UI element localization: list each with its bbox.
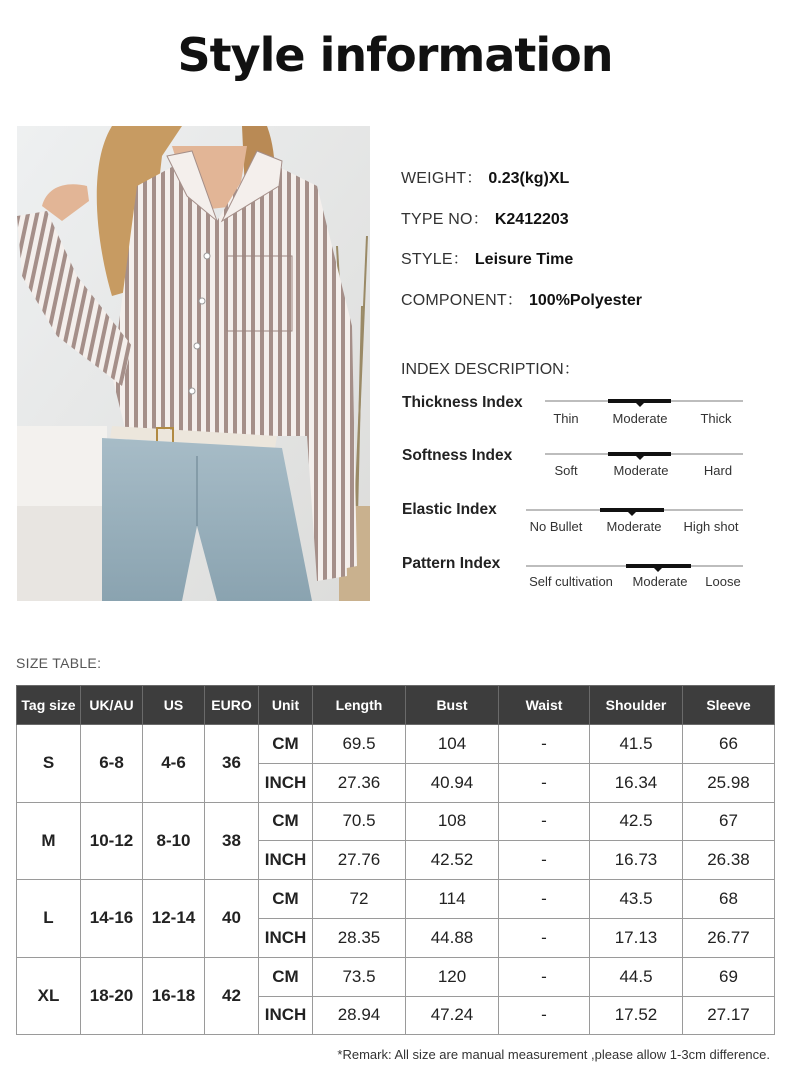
header-cell: Tag size	[17, 686, 81, 725]
uk-au-cell: 6-8	[81, 725, 143, 803]
tag-size-cell: S	[17, 725, 81, 803]
sleeve-cell: 26.77	[683, 918, 775, 957]
length-cell: 27.76	[313, 841, 406, 880]
thickness-option: Thick	[700, 411, 732, 426]
size-table	[16, 685, 775, 1035]
elastic-option: High shot	[683, 519, 739, 534]
shoulder-cell: 16.73	[590, 841, 683, 880]
length-cell: 73.5	[313, 957, 406, 996]
bust-cell: 42.52	[406, 841, 499, 880]
unit-cell: CM	[259, 802, 313, 841]
product-photo	[17, 126, 370, 601]
weight-row	[401, 165, 569, 188]
index-description-heading: INDEX DESCRIPTION：	[401, 361, 580, 378]
shoulder-cell: 17.52	[590, 996, 683, 1035]
header-cell: Waist	[499, 686, 590, 725]
thickness-option: Moderate	[612, 411, 668, 426]
sleeve-cell: 66	[683, 725, 775, 764]
weight-label: WEIGHT：	[401, 170, 483, 187]
sleeve-cell: 27.17	[683, 996, 775, 1035]
remark-note: *Remark: All size are manual measurement ,please allow 1-3cm difference.	[337, 1047, 770, 1062]
waist-cell: -	[499, 957, 590, 996]
bust-cell: 40.94	[406, 763, 499, 802]
length-cell: 27.36	[313, 763, 406, 802]
euro-cell: 40	[205, 880, 259, 958]
length-cell: 69.5	[313, 725, 406, 764]
header-cell: EURO	[205, 686, 259, 725]
type-value: K2412203	[494, 211, 569, 228]
sleeve-cell: 69	[683, 957, 775, 996]
length-cell: 70.5	[313, 802, 406, 841]
table-row	[17, 802, 775, 841]
tag-size-cell: M	[17, 802, 81, 880]
us-cell: 8-10	[143, 802, 205, 880]
style-label: STYLE：	[401, 251, 469, 268]
pattern-pointer-icon	[654, 568, 662, 572]
waist-cell: -	[499, 725, 590, 764]
unit-cell: INCH	[259, 996, 313, 1035]
waist-cell: -	[499, 841, 590, 880]
elastic-index-label: Elastic Index	[402, 501, 497, 518]
tag-size-cell: XL	[17, 957, 81, 1035]
header-cell: Shoulder	[590, 686, 683, 725]
unit-cell: INCH	[259, 841, 313, 880]
length-cell: 28.35	[313, 918, 406, 957]
component-row	[401, 287, 642, 310]
sleeve-cell: 67	[683, 802, 775, 841]
table-row	[17, 725, 775, 764]
tag-size-cell: L	[17, 880, 81, 958]
thickness-pointer-icon	[636, 403, 644, 407]
header-cell: Bust	[406, 686, 499, 725]
shoulder-cell: 16.34	[590, 763, 683, 802]
length-cell: 72	[313, 880, 406, 919]
elastic-option: Moderate	[606, 519, 662, 534]
thickness-index-label: Thickness Index	[402, 394, 523, 411]
bust-cell: 114	[406, 880, 499, 919]
sleeve-cell: 26.38	[683, 841, 775, 880]
bust-cell: 120	[406, 957, 499, 996]
us-cell: 12-14	[143, 880, 205, 958]
pattern-index-label: Pattern Index	[402, 555, 501, 572]
waist-cell: -	[499, 918, 590, 957]
weight-value: 0.23(kg)XL	[488, 170, 570, 187]
bust-cell: 44.88	[406, 918, 499, 957]
pattern-option: Self cultivation	[529, 574, 613, 589]
header-cell: Sleeve	[683, 686, 775, 725]
uk-au-cell: 14-16	[81, 880, 143, 958]
component-label: COMPONENT：	[401, 292, 523, 309]
shoulder-cell: 44.5	[590, 957, 683, 996]
header-cell: UK/AU	[81, 686, 143, 725]
table-header-row	[17, 686, 775, 725]
pattern-option: Loose	[705, 574, 741, 589]
thickness-option: Thin	[553, 411, 579, 426]
type-row	[401, 206, 569, 229]
elastic-option: No Bullet	[529, 519, 583, 534]
euro-cell: 36	[205, 725, 259, 803]
unit-cell: INCH	[259, 918, 313, 957]
bust-cell: 47.24	[406, 996, 499, 1035]
shoulder-cell: 43.5	[590, 880, 683, 919]
table-row	[17, 957, 775, 996]
size-table-caption: SIZE TABLE:	[16, 655, 102, 671]
sleeve-cell: 25.98	[683, 763, 775, 802]
header-cell: US	[143, 686, 205, 725]
page-title: Style information	[177, 28, 613, 82]
unit-cell: CM	[259, 725, 313, 764]
shoulder-cell: 42.5	[590, 802, 683, 841]
softness-option: Moderate	[613, 463, 669, 478]
us-cell: 16-18	[143, 957, 205, 1035]
waist-cell: -	[499, 880, 590, 919]
component-value: 100%Polyester	[529, 292, 642, 309]
waist-cell: -	[499, 802, 590, 841]
table-row	[17, 880, 775, 919]
softness-option: Soft	[554, 463, 578, 478]
type-label: TYPE NO：	[401, 211, 489, 228]
waist-cell: -	[499, 996, 590, 1035]
unit-cell: CM	[259, 880, 313, 919]
softness-pointer-icon	[636, 456, 644, 460]
shoulder-cell: 41.5	[590, 725, 683, 764]
waist-cell: -	[499, 763, 590, 802]
softness-index-label: Softness Index	[402, 447, 513, 464]
elastic-pointer-icon	[628, 512, 636, 516]
bust-cell: 104	[406, 725, 499, 764]
unit-cell: CM	[259, 957, 313, 996]
shoulder-cell: 17.13	[590, 918, 683, 957]
uk-au-cell: 10-12	[81, 802, 143, 880]
unit-cell: INCH	[259, 763, 313, 802]
euro-cell: 42	[205, 957, 259, 1035]
us-cell: 4-6	[143, 725, 205, 803]
style-value: Leisure Time	[474, 251, 574, 268]
softness-option: Hard	[703, 463, 733, 478]
length-cell: 28.94	[313, 996, 406, 1035]
header-cell: Length	[313, 686, 406, 725]
pattern-option: Moderate	[632, 574, 688, 589]
uk-au-cell: 18-20	[81, 957, 143, 1035]
euro-cell: 38	[205, 802, 259, 880]
header-cell: Unit	[259, 686, 313, 725]
sleeve-cell: 68	[683, 880, 775, 919]
style-row	[401, 246, 573, 269]
bust-cell: 108	[406, 802, 499, 841]
